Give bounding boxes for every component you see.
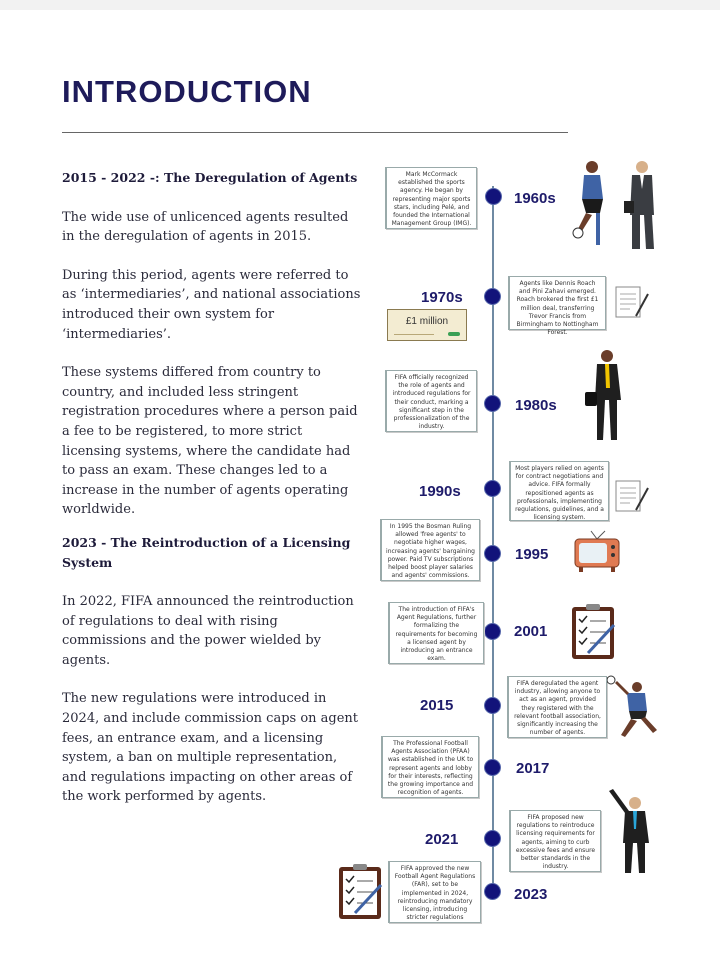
timeline-note: FIFA deregulated the agent industry, allowing anyone to act as an agent, provided they registered with the relevant football association, significantly increasing the number of agents. — [507, 676, 607, 738]
banknote-illustration — [387, 309, 467, 341]
timeline-note: Agents like Dennis Roach and Pini Zahavi emerged. Roach brokered the first £1 million deal, transferring Trevor Francis from Birmingham to Nottingham Forest. — [508, 276, 606, 330]
paragraph-3: These systems differed from country to country, and included less stringent registration procedures where a person paid a fee to be registered, to more strict licensing systems, where the candidate had to pass an exam. These changes led to a increase in the number of agents operating worldwide. — [62, 365, 358, 518]
footballer-and-agent-icon — [570, 157, 662, 255]
timeline-year: 2001 — [514, 623, 548, 640]
timeline-dot — [484, 623, 501, 640]
contract-icon — [612, 478, 652, 516]
timeline-note: In 1995 the Bosman Ruling allowed 'free agents' to negotiate higher wages, increasing agents' bargaining power. Paid TV subscriptions helped boost player salaries and agents' commissions. — [380, 519, 480, 581]
timeline-dot — [485, 188, 502, 205]
timeline-year: 2023 — [514, 886, 548, 903]
businessman-pointing-icon — [605, 787, 657, 875]
paragraph-1: The wide use of unlicenced agents resulted in the deregulation of agents in 2015. — [62, 209, 349, 245]
timeline-year: 1990s — [419, 483, 461, 500]
timeline-year: 1980s — [515, 397, 557, 414]
checklist-clipboard-icon — [570, 603, 618, 661]
timeline-note: Mark McCormack established the sports agency. He began by representing major sports stars, including Pelé, and founded the International Management Group (IMG). — [385, 167, 477, 229]
timeline-note: FIFA officially recognized the role of agents and introduced regulations for their conduct, marking a significant step in the professionalization of the industry. — [385, 370, 477, 432]
section-heading-deregulation: 2015 - 2022 -: The Deregulation of Agents — [62, 170, 358, 185]
timeline-note: Most players relied on agents for contract negotiations and advice. FIFA formally repositioned agents as professionals, implementing regulations, guidelines, and a licensing system. — [509, 461, 609, 521]
section-heading-reintroduction: 2023 - The Reintroduction of a Licensing System — [62, 534, 351, 570]
footballer-kicking-icon — [607, 675, 663, 741]
paragraph-5: The new regulations were introduced in 2024, and include commission caps on agent fees, an entrance exam, and a licensing system, a ban on multiple representation, and regulations impacting on other areas of the work performed by agents. — [62, 691, 359, 805]
timeline-note: The Professional Football Agents Association (PFAA) was established in the UK to represent agents and lobby for their interests, reflecting the growing importance and recognition of agents. — [381, 736, 479, 798]
contract-icon — [612, 284, 652, 322]
timeline-dot — [484, 480, 501, 497]
timeline-note: The introduction of FIFA's Agent Regulations, further formalizing the requirements for becoming a licensed agent by introducing an entrance exam. — [388, 602, 484, 664]
timeline-dot — [484, 288, 501, 305]
timeline-note: FIFA approved the new Football Agent Regulations (FAR), set to be implemented in 2024, reintroducing mandatory licensing, introducing stricter regulations — [388, 861, 481, 923]
timeline-year: 1995 — [515, 546, 549, 563]
businessman-icon — [583, 348, 627, 444]
banknote-label: £1 million — [405, 316, 449, 327]
timeline-dot — [484, 759, 501, 776]
timeline-dot — [484, 830, 501, 847]
timeline-year: 2021 — [425, 831, 459, 848]
top-strip — [0, 0, 720, 10]
timeline-year: 1970s — [421, 289, 463, 306]
retro-tv-icon — [573, 529, 621, 573]
timeline-dot — [484, 883, 501, 900]
timeline-year: 1960s — [514, 190, 556, 207]
page-title: INTRODUCTION — [62, 74, 312, 109]
timeline-dot — [484, 545, 501, 562]
checklist-clipboard-icon — [337, 863, 385, 921]
paragraph-2: During this period, agents were referred to as ‘intermediaries’, and national associations introduced their own system for ‘intermediaries’. — [62, 267, 361, 342]
timeline-year: 2017 — [516, 760, 550, 777]
timeline-dot — [484, 697, 501, 714]
intro-text-column — [62, 168, 362, 807]
timeline-note: FIFA proposed new regulations to reintroduce licensing requirements for agents, aiming to curb excessive fees and ensure better standards in the industry. — [509, 810, 601, 872]
timeline-year: 2015 — [420, 697, 454, 714]
title-divider — [62, 132, 568, 133]
timeline-dot — [484, 395, 501, 412]
paragraph-4: In 2022, FIFA announced the reintroduction of regulations to deal with rising commissions and the power wielded by agents. — [62, 594, 354, 668]
